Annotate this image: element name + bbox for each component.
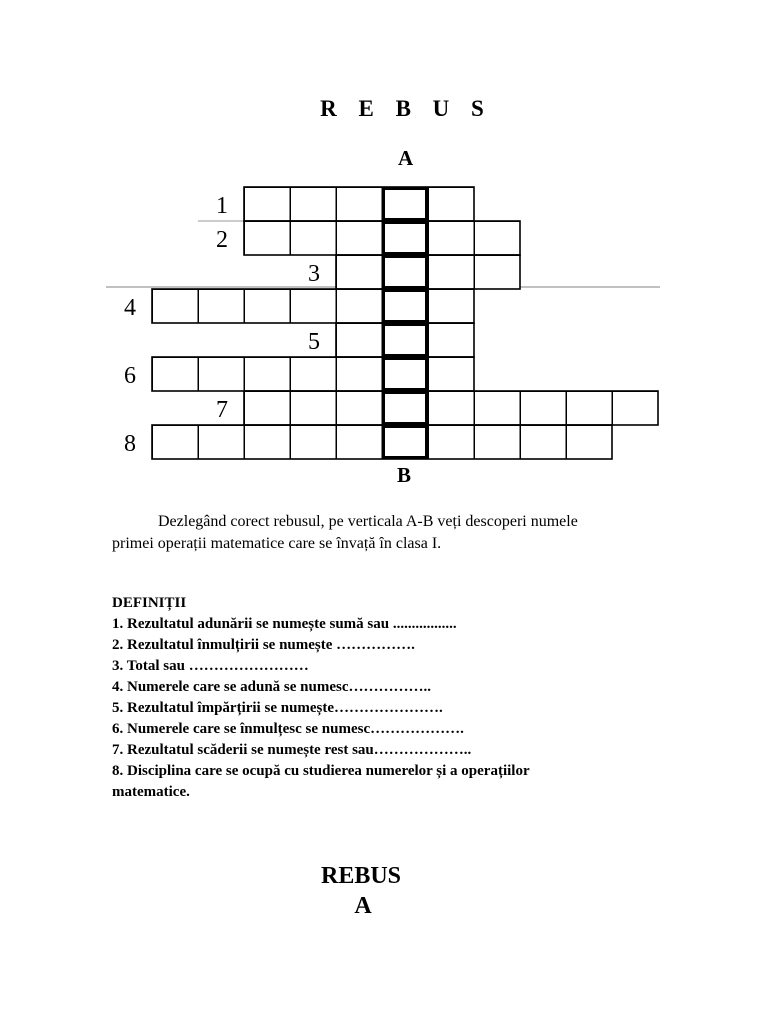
grid-cell: [337, 222, 383, 256]
row-number: 2: [216, 227, 228, 253]
grid-cell: [245, 392, 291, 426]
grid-cell: [567, 426, 613, 460]
grid-cell: [429, 324, 475, 358]
solution-cell: [383, 222, 429, 256]
grid-cell: [521, 392, 567, 426]
definition-item: 4. Numerele care se adună se numesc……………..: [112, 679, 431, 695]
label-b: B: [397, 463, 412, 487]
row-number: 8: [124, 431, 136, 457]
grid-cell: [475, 256, 521, 290]
grid-cell: [337, 256, 383, 290]
solution-cell: [383, 392, 429, 426]
definition-item: 6. Numerele care se înmulțesc se numesc……………….: [112, 721, 464, 737]
grid-cell: [429, 358, 475, 392]
definition-continuation: matematice.: [112, 784, 190, 800]
definitions-heading: DEFINIȚII: [112, 595, 187, 611]
solution-cell: [383, 188, 429, 222]
grid-cell: [475, 392, 521, 426]
second-rebus-title: REBUS: [320, 863, 402, 889]
row-number: 4: [124, 295, 136, 321]
definition-item: 2. Rezultatul înmulțirii se numește …………….: [112, 637, 415, 653]
grid-cell: [153, 426, 199, 460]
grid-cell: [429, 256, 475, 290]
grid-cell: [291, 222, 337, 256]
grid-cell: [245, 426, 291, 460]
intro-line-1: Dezlegând corect rebusul, pe verticala A-B veți descoperi numele: [158, 513, 578, 530]
grid-cell: [337, 358, 383, 392]
grid-cell: [291, 290, 337, 324]
grid-cell: [429, 290, 475, 324]
grid-cell: [337, 426, 383, 460]
definition-item: 3. Total sau ……………………: [112, 658, 309, 674]
intro-text: [112, 511, 672, 555]
grid-cell: [291, 426, 337, 460]
grid-cell: [521, 426, 567, 460]
grid-cell: [429, 426, 475, 460]
grid-cell: [429, 222, 475, 256]
solution-cell: [383, 426, 429, 460]
grid-cell: [567, 392, 613, 426]
grid-cell: [291, 358, 337, 392]
grid-cell: [613, 392, 659, 426]
definition-item: 1. Rezultatul adunării se numește sumă sau .................: [112, 616, 457, 632]
grid-cell: [245, 188, 291, 222]
crossword-grid: [0, 0, 768, 470]
solution-cell: [383, 290, 429, 324]
row-number: 1: [216, 193, 228, 219]
label-a: A: [398, 146, 414, 170]
solution-cell: [383, 324, 429, 358]
grid-cell: [337, 290, 383, 324]
second-rebus-letter-a: A: [354, 893, 372, 919]
grid-cell: [153, 358, 199, 392]
grid-cell: [245, 358, 291, 392]
grid-cell: [199, 426, 245, 460]
intro-line-2: primei operații matematice care se învață în clasa I.: [112, 535, 442, 552]
grid-cell: [429, 392, 475, 426]
definition-item: 7. Rezultatul scăderii se numește rest sau………………..: [112, 742, 472, 758]
definition-item: 5. Rezultatul împărțirii se numește………………….: [112, 700, 443, 716]
row-number: 3: [308, 261, 320, 287]
grid-cell: [475, 222, 521, 256]
definition-item: 8. Disciplina care se ocupă cu studierea numerelor și a operațiilor: [112, 763, 530, 779]
solution-cell: [383, 256, 429, 290]
grid-cell: [291, 392, 337, 426]
grid-cell: [337, 392, 383, 426]
grid-cell: [245, 222, 291, 256]
definitions-block: [112, 593, 530, 803]
grid-cell: [475, 426, 521, 460]
grid-cell: [199, 358, 245, 392]
grid-cell: [153, 290, 199, 324]
grid-cell: [245, 290, 291, 324]
page-title: R E B U S: [320, 96, 492, 121]
solution-cell: [383, 358, 429, 392]
grid-cell: [337, 324, 383, 358]
row-number: 6: [124, 363, 136, 389]
grid-cell: [199, 290, 245, 324]
grid-cell: [337, 188, 383, 222]
grid-cell: [429, 188, 475, 222]
row-number: 7: [216, 397, 228, 423]
grid-cell: [291, 188, 337, 222]
row-number: 5: [308, 329, 320, 355]
